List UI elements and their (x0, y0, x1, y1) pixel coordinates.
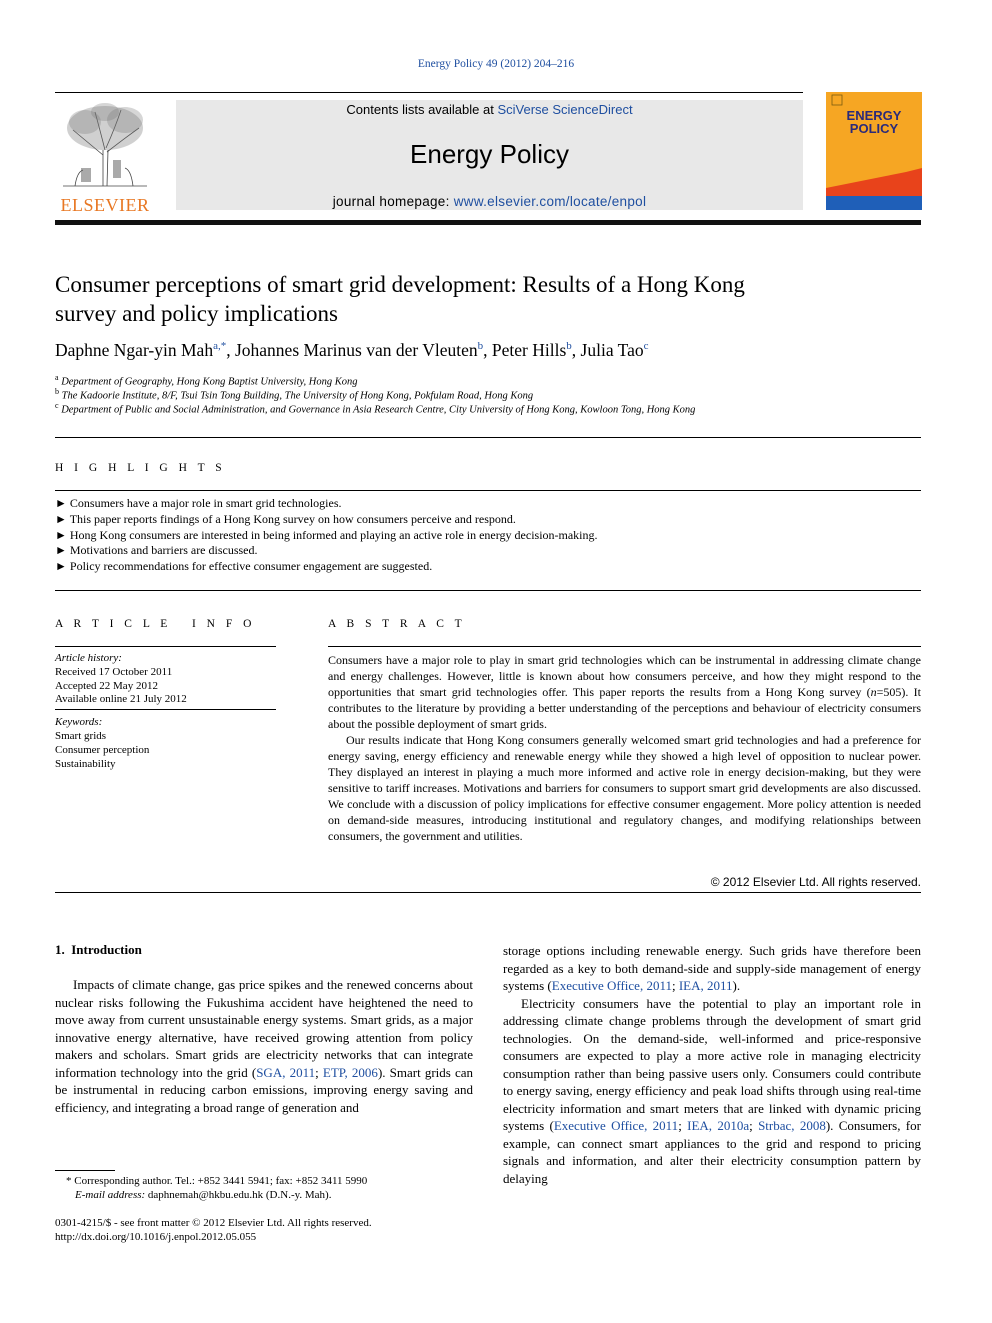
citation-link[interactable]: Strbac, 2008 (758, 1118, 826, 1133)
author-name[interactable]: Daphne Ngar-yin Mah (55, 340, 214, 360)
affiliation (55, 373, 921, 388)
email-address[interactable]: daphnemah@hkbu.edu.hk (D.N.-y. Mah). (145, 1189, 332, 1201)
abstract-text: Consumers have a major role to play in smart grid technologies which can be instrumental in addressing climate change and energy challenges. However, little is known about how consumers perceive, and how they might respond to the opportunities that smart grid technologies offer. This paper reports the results from a Hong Kong survey ( (328, 653, 921, 699)
cover-title-line1: ENERGY (846, 108, 902, 123)
divider (55, 490, 921, 491)
author-list (55, 340, 921, 361)
abstract-text: =505). It contributes to the literature by providing a better understanding of the perceptions and behaviour of electricity consumers about the possible deployment of smart grids. (328, 685, 921, 731)
body-text: ; (315, 1064, 323, 1080)
author-affiliation-sup[interactable]: b (477, 340, 484, 353)
divider (55, 590, 921, 591)
journal-name: Energy Policy (410, 139, 569, 169)
journal-homepage (176, 194, 803, 209)
online-date: Available online 21 July 2012 (55, 693, 187, 705)
highlight-item (55, 543, 258, 558)
intro-paragraph (503, 942, 921, 995)
author-affiliation-sup[interactable]: a,* (213, 340, 227, 353)
email-note (75, 1189, 331, 1201)
journal-cover-thumbnail[interactable] (826, 92, 922, 210)
article-title (55, 270, 921, 328)
front-matter-note: 0301-4215/$ - see front matter © 2012 Elsevier Ltd. All rights reserved. (55, 1217, 372, 1229)
divider (55, 437, 921, 438)
author-separator: , (571, 340, 581, 360)
intro-paragraph (503, 995, 921, 1188)
abstract-label: A B S T R A C T (328, 618, 466, 630)
affiliation (55, 401, 921, 416)
highlight-item (55, 528, 598, 543)
divider (55, 709, 276, 710)
homepage-prefix: journal homepage: (332, 194, 454, 209)
homepage-link[interactable]: www.elsevier.com/locate/enpol (453, 194, 647, 209)
author-affiliation-sup[interactable]: c (643, 340, 649, 353)
affiliation-text: Department of Geography, Hong Kong Baptist University, Hong Kong (61, 376, 358, 388)
affiliation-text: The Kadoorie Institute, 8/F, Tsui Tsin Tong Building, The University of Hong Kong, Pokfulam Road, Hong Kong (61, 390, 534, 402)
citation-link[interactable]: Executive Office, 2011 (553, 1118, 679, 1133)
body-text: ). (732, 978, 741, 993)
author-name[interactable]: Johannes Marinus van der Vleuten (234, 340, 478, 360)
section-heading: 1. Introduction (55, 942, 142, 957)
cover-title-line2: POLICY (849, 121, 899, 136)
elsevier-wordmark: ELSEVIER (60, 195, 150, 215)
body-text: ; (749, 1118, 759, 1133)
body-text: Impacts of climate change, gas price spikes and the renewed concerns about nuclear risks following the Fukushima accident have heightened the need to move away from current unsustainable energy systems. Smart grids, as a major innovative energy alternative, have received growing attention from policy makers and scholars. Smart grids are electricity networks that can integrate information technology into the grid ( (55, 977, 473, 1080)
highlight-item (55, 559, 432, 574)
body-text: ; (671, 978, 679, 993)
highlight-item (55, 496, 342, 511)
article-title-line2: survey and policy implications (55, 301, 338, 326)
keywords-label: Keywords: (55, 716, 103, 728)
citation-link[interactable]: IEA, 2011 (678, 978, 733, 993)
article-title-line1: Consumer perceptions of smart grid development: Results of a Hong Kong (55, 272, 745, 297)
intro-left-column (55, 976, 473, 1116)
journal-citation[interactable]: Energy Policy 49 (2012) 204–216 (417, 58, 575, 70)
author-name[interactable]: Julia Tao (580, 340, 644, 360)
abstract-paragraph: Our results indicate that Hong Kong consumers generally welcomed smart grid technologies and had a preference for energy saving, energy efficiency and renewable energy while they showed a high level of opposition to nuclear power. They displayed an interest in playing a much more informed and active role in energy decision-making, but they were sensitive to tariff increases. Motivations and barriers for consumers to support smart grid developments are also discussed. We conclude with a discussion of policy implications for effective consumer engagement. More policy attention is needed on demand-side measures, introducing institutional and regulatory changes, and modifying relationships between consumers, the government and utilities. (328, 733, 921, 843)
highlight-text: Policy recommendations for effective consumer engagement are suggested. (69, 559, 433, 573)
affiliation-sup: a (55, 373, 59, 382)
highlights-label: H I G H L I G H T S (55, 462, 226, 474)
body-text: Electricity consumers have the potential to play an important role in addressing climate change problems through the development of smart grid technologies. On the demand-side, well-informed and price-responsive consumers are expected to play a more active role in managing electricity consumption rather than being passive users only. Consumers could contribute to energy saving, energy efficiency and peak load shifts through using real-time electricity information and smart meters that are linked with dynamic pricing systems ( (503, 995, 921, 1133)
corresponding-author-note: * Corresponding author. Tel.: +852 3441 5941; fax: +852 3411 5990 (66, 1175, 368, 1187)
affiliation-sup: c (55, 401, 59, 410)
received-date: Received 17 October 2011 (55, 666, 173, 678)
author-name[interactable]: Peter Hills (491, 340, 567, 360)
divider (328, 646, 921, 647)
sciencedirect-link[interactable]: SciVerse ScienceDirect (497, 102, 633, 117)
highlight-text: Consumers have a major role in smart grid technologies. (69, 496, 342, 510)
bullet-icon: ► (55, 543, 67, 557)
citation-link[interactable]: ETP, 2006 (322, 1064, 378, 1080)
bullet-icon: ► (55, 512, 67, 526)
highlight-text: This paper reports findings of a Hong Kong survey on how consumers perceive and respond. (69, 512, 516, 526)
citation-link[interactable]: SGA, 2011 (256, 1064, 316, 1080)
body-text: ). Consumers, for example, can connect smart appliances to the grid and respond to pricing signals and information, and alter their electricity consumption pattern by delaying (503, 1118, 921, 1186)
contents-prefix: Contents lists available at (346, 102, 498, 117)
intro-paragraph (55, 976, 473, 1116)
article-info-label: A R T I C L E I N F O (55, 618, 256, 630)
abstract-body (328, 652, 921, 844)
body-text: ; (678, 1118, 688, 1133)
citation-link[interactable]: IEA, 2010a (687, 1118, 750, 1133)
author-separator: , (483, 340, 492, 360)
keyword: Smart grids (55, 730, 107, 742)
highlight-text: Motivations and barriers are discussed. (69, 543, 258, 557)
abstract-n-symbol: n (870, 685, 877, 699)
author-affiliation-sup[interactable]: b (566, 340, 572, 353)
divider (55, 646, 276, 647)
body-text: storage options including renewable energy. Such grids have therefore been regarded as a key to both demand-side and supply-side management of energy systems ( (503, 943, 921, 993)
header-top-rule (55, 92, 803, 93)
elsevier-tree-icon (55, 100, 155, 190)
cover-graphic-icon (826, 92, 922, 210)
header-bottom-rule (55, 220, 921, 225)
divider (55, 892, 921, 893)
affiliation (55, 387, 921, 402)
accepted-date: Accepted 22 May 2012 (55, 680, 158, 692)
elsevier-logo (55, 100, 155, 215)
affiliation-sup: b (55, 387, 59, 396)
intro-right-column (503, 942, 921, 1187)
body-text: ). Smart grids can be instrumental in reducing carbon emissions, improving energy saving and efficiency, and integrating a broad range of generation and (55, 1064, 474, 1115)
copyright-notice: © 2012 Elsevier Ltd. All rights reserved. (710, 875, 921, 889)
bullet-icon: ► (55, 528, 67, 542)
doi-link[interactable]: http://dx.doi.org/10.1016/j.enpol.2012.05.055 (55, 1231, 257, 1243)
author-separator: , (226, 340, 235, 360)
citation-link[interactable]: Executive Office, 2011 (551, 978, 672, 993)
footnote-rule (55, 1170, 115, 1171)
keyword: Consumer perception (55, 744, 150, 756)
highlight-item (55, 512, 516, 527)
abstract-paragraph (328, 652, 921, 732)
highlight-text: Hong Kong consumers are interested in being informed and playing an active role in energy decision-making. (69, 528, 598, 542)
history-label: Article history: (55, 652, 122, 664)
email-label: E-mail address: (75, 1189, 146, 1201)
keyword: Sustainability (55, 758, 116, 770)
bullet-icon: ► (55, 559, 67, 573)
affiliation-text: Department of Public and Social Administration, and Governance in Asia Research Centre, City University of Hong Kong, Kowloon Tong, Hong Kong (61, 404, 696, 416)
bullet-icon: ► (55, 496, 67, 510)
contents-line (176, 102, 803, 117)
